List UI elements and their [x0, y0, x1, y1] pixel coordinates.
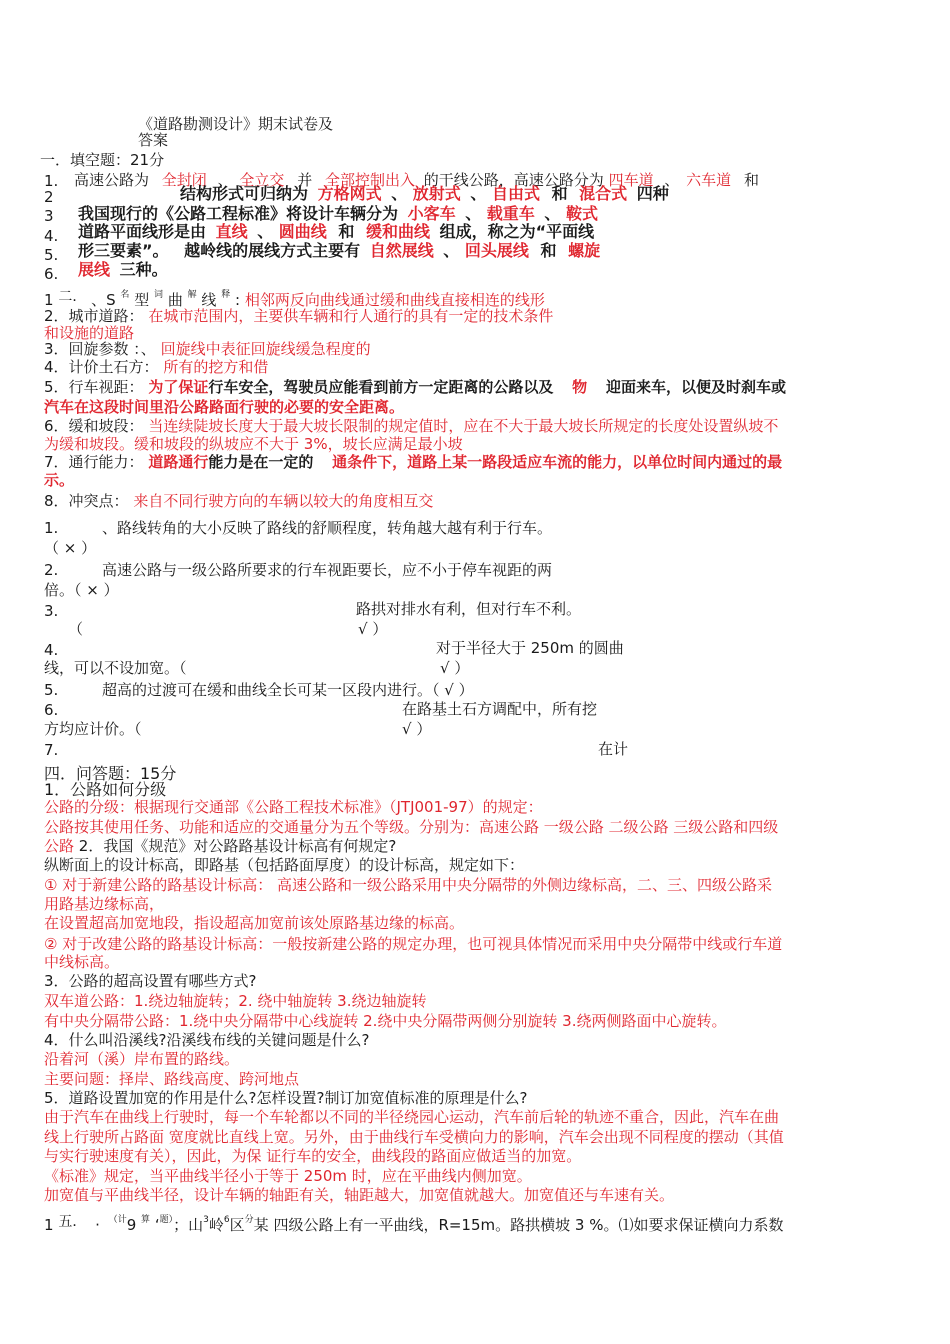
calc-text: 区 — [229, 1216, 245, 1234]
qa-answer-2: ① 对于新建公路的路基设计标高： 高速公路和一级公路采用中央分隔带的外侧边缘标高，二、三、四级公路采 — [44, 876, 772, 894]
section-heading-qa: 四．问答题：15分 — [44, 764, 177, 783]
term-7-label: 7．通行能力： — [44, 453, 144, 471]
fill-q1-answer: 六车道 — [686, 171, 732, 189]
term-1-label: 、S — [91, 291, 116, 309]
judge-5-number: 5. — [44, 681, 59, 699]
qa-question-1: 1．公路如何分级 — [44, 780, 167, 799]
term-1-sup: 释 — [221, 290, 231, 300]
fill-question-4 — [78, 222, 594, 242]
fill-q1-answer: 四车道 — [608, 171, 654, 189]
qa-answer-1-tail — [44, 836, 396, 856]
document-title: 《道路勘测设计》期末试卷及 — [138, 115, 334, 133]
term-4-answer: 所有的挖方和借 — [163, 358, 269, 376]
term-1-answer: 相邻两反向曲线通过缓和曲线直接相连的线形 — [244, 291, 545, 309]
qa-answer-2-intro: 纵断面上的设计标高，即路基（包括路面厚度）的设计标高，规定如下： — [44, 856, 525, 874]
judge-4-text: 对于半径大于 250m 的圆曲 — [436, 639, 624, 657]
term-7-answer: 通条件下，道路上某一路段适应车流的能力，以单位时间内通过的最 — [332, 453, 783, 471]
term-5-label: 5．行车视距： — [44, 378, 144, 396]
fill-q4-text: 和 — [338, 222, 355, 241]
fill-q4-text: 组成，称之为“平面线 — [439, 222, 595, 241]
qa-answer-1: 公路的分级：根据现行交通部《公路工程技术标准》（JTJ001-97）的规定： — [44, 798, 543, 816]
term-1-sup: 词 — [154, 290, 164, 300]
judge-3-text: 路拱对排水有利，但对行车不利。 — [356, 600, 582, 618]
qa-answer-5: 由于汽车在曲线上行驶时，每一个车轮都以不同的半径绕园心运动，汽车前后轮的轨迹不重合，因此，汽车在曲 — [44, 1108, 780, 1126]
fill-q1-text: 和 — [743, 171, 759, 189]
term-5 — [44, 377, 786, 397]
term-1-label: 型 — [134, 291, 150, 309]
qa-answer-1: 公路按其使用任务、功能和适应的交通量分为五个等级。分别为：高速公路 一级公路 二级公路 三级公路和四级 — [44, 818, 779, 836]
term-6-answer-cont: 为缓和坡段。缓和坡段的纵坡应不大于 3%，坡长应满足最小坡 — [44, 435, 463, 453]
fill-q4-sep: 、 — [257, 222, 274, 241]
qa-answer-1: 公路 — [44, 837, 75, 855]
qa-answer-2: 在设置超高加宽地段，指设超高加宽前该处原路基边缘的标高。 — [44, 914, 465, 932]
term-5-answer: 物 — [572, 378, 588, 396]
term-5-answer: 为了保证 — [148, 378, 209, 396]
term-2-answer: 在城市范围内，主要供车辆和行人通行的具有一定的技术条件 — [148, 307, 554, 325]
fill-q4-answer: 直线 — [215, 222, 248, 241]
qa-question-5: 5．道路设置加宽的作用是什么?怎样设置?制订加宽值标准的原理是什么? — [44, 1089, 528, 1107]
fill-q1-sep: 、 — [664, 171, 680, 189]
qa-answer-4: 沿着河（溪）岸布置的路线。 — [44, 1050, 240, 1068]
qa-answer-4: 主要问题：择岸、路线高度、跨河地点 — [44, 1070, 300, 1088]
calc-sup: 算 — [141, 1215, 151, 1225]
fill-q4-answer: 自然展线 — [369, 241, 434, 260]
qa-answer-5: 加宽值与平曲线半径，设计车辆的轴距有关，轴距越大，加宽值就越大。加宽值还与车速有关。 — [44, 1186, 675, 1204]
term-8-answer: 来自不同行驶方向的车辆以较大的角度相互交 — [133, 492, 434, 510]
section-heading-terms: 二． — [58, 289, 87, 305]
qa-question-2: 2．我国《规范》对公路路基设计标高有何规定? — [74, 837, 397, 855]
judge-1-text: 、路线转角的大小反映了路线的舒顺程度，转角越大越有利于行车。 — [102, 519, 553, 537]
fill-q4-answer: 缓和曲线 — [365, 222, 430, 241]
term-2-answer-cont: 和设施的道路 — [44, 324, 135, 340]
calc-text: ；山 — [173, 1216, 204, 1234]
term-7-answer-cont: 示。 — [44, 471, 75, 489]
calc-lead: 1 — [44, 1216, 54, 1234]
fill-q1-answer: 全立交 — [239, 171, 285, 189]
term-8-label: 8．冲突点： — [44, 492, 129, 510]
term-7-answer: 能力是在一定的 — [208, 453, 314, 471]
fill-q2-answer: 混合式 — [579, 184, 628, 203]
term-5-answer: 迎面来车，以便及时刹车或 — [605, 378, 786, 396]
qa-answer-5: 与实行驶速度有关），因此，为保 证行车的安全，曲线段的路面应做适当的加宽。 — [44, 1147, 582, 1165]
calc-sup: 题 — [159, 1215, 169, 1225]
qa-answer-2: 中线标高。 — [44, 953, 120, 971]
calc-sup: ） — [168, 1215, 174, 1225]
fill-q1-text: 高速公路为 — [74, 171, 150, 189]
fill-q2-answer: 自由式 — [491, 184, 540, 203]
calc-sup: 6 — [223, 1215, 230, 1225]
judge-1-answer: （ × ） — [44, 539, 97, 557]
judge-7-text: 在计 — [598, 740, 629, 758]
term-1-sup: 解 — [187, 290, 197, 300]
term-6 — [44, 416, 778, 436]
term-1-colon: : — [235, 291, 241, 309]
fill-q3-text: 我国现行的《公路工程标准》将设计车辆分为 — [78, 204, 399, 223]
judge-2-number: 2. — [44, 561, 59, 579]
fill-q1-text: 并 — [297, 171, 313, 189]
fill-q4-text: 形三要素”。 — [78, 241, 169, 260]
qa-answer-2: ② 对于改建公路的路基设计标高：一般按新建公路的规定办理，也可视具体情况而采用中央分隔带中线或行车道 — [44, 935, 783, 953]
fill-q3-answer: 鞍式 — [565, 204, 598, 223]
question-number: 6. — [44, 265, 59, 283]
judge-6-text-cont: 方均应计价。（ — [44, 720, 142, 738]
judge-2-text-cont: 倍。（ × ） — [44, 581, 119, 599]
judge-3-open: （ — [68, 620, 84, 638]
qa-question-3: 3．公路的超高设置有哪些方式? — [44, 972, 257, 990]
fill-question-4-end — [78, 260, 168, 280]
fill-question-3 — [78, 204, 598, 224]
fill-q4-text: 三种。 — [119, 260, 168, 279]
term-8 — [44, 491, 433, 511]
fill-question-4-cont — [78, 241, 600, 261]
section-heading-calc: 五． — [58, 1214, 87, 1230]
question-number: 3 — [44, 207, 54, 225]
qa-answer-2: 用路基边缘标高， — [44, 895, 165, 913]
calc-text: ‘ — [154, 1216, 160, 1234]
judge-6-text: 在路基土石方调配中，所有挖 — [402, 700, 598, 718]
fill-q1-text: 的干线公路，高速公路分为 — [423, 171, 604, 189]
term-6-answer: 当连续陡坡长度大于最大坡长限制的规定值时，应在不大于最大坡长所规定的长度处设置纵坡不 — [148, 417, 779, 435]
fill-q4-text: 和 — [540, 241, 557, 260]
judge-4-answer: √ ） — [440, 659, 470, 677]
fill-q3-answer: 小客车 — [407, 204, 456, 223]
fill-q4-text: 越岭线的展线方式主要有 — [184, 241, 361, 260]
term-4 — [44, 357, 268, 377]
term-3-label: 3．回旋参数 ：、 — [44, 340, 156, 358]
judge-4-number: 4. — [44, 641, 59, 659]
qa-answer-3: 有中央分隔带公路：1.绕中央分隔带中心线旋转 2.绕中央分隔带两侧分别旋转 3.绕两侧路面中心旋转。 — [44, 1012, 727, 1030]
term-1-label: 线 — [201, 291, 217, 309]
fill-q2-sep: 、 — [470, 184, 487, 203]
fill-q1-sep: 、 — [217, 171, 233, 189]
qa-answer-5: 《标准》规定，当平曲线半径小于等于 250m 时，应在平曲线内侧加宽。 — [44, 1167, 532, 1185]
qa-answer-3: 双车道公路：1.绕边轴旋转；2. 绕中轴旋转 3.绕边轴旋转 — [44, 992, 427, 1010]
qa-question-4: 4．什么叫沿溪线?沿溪线布线的关键问题是什么? — [44, 1031, 370, 1049]
term-1-lead: 1 — [44, 291, 54, 309]
fill-q2-text: 四种 — [636, 184, 669, 203]
fill-q4-answer: 回头展线 — [464, 241, 529, 260]
calc-sup: 3 — [203, 1215, 209, 1225]
calc-sup: 计 — [117, 1215, 127, 1225]
question-number: 4. — [44, 227, 59, 245]
term-5-answer-cont: 汽车在这段时间里沿公路路面行驶的必要的安全距离。 — [44, 398, 405, 416]
term-2-label: 2．城市道路： — [44, 307, 144, 325]
judge-6-number: 6. — [44, 701, 59, 719]
judge-3-answer: √ ） — [358, 620, 388, 638]
judge-4-text-cont: 线，可以不设加宽。（ — [44, 659, 187, 677]
term-3 — [44, 339, 371, 359]
calc-sup: 分 — [244, 1215, 254, 1225]
judge-3-number: 3. — [44, 602, 59, 620]
fill-q4-answer: 螺旋 — [568, 241, 601, 260]
fill-q4-sep: 、 — [443, 241, 460, 260]
term-7 — [44, 452, 782, 472]
calc-sup: （ — [108, 1215, 118, 1225]
fill-q2-sep: 、 — [391, 184, 408, 203]
fill-q1-answer: 全封闭 — [161, 171, 207, 189]
fill-q4-answer: 展线 — [78, 260, 111, 279]
judge-2-text: 高速公路与一级公路所要求的行车视距要长，应不小于停车视距的两 — [102, 561, 553, 579]
fill-question-2 — [180, 184, 669, 204]
fill-q3-sep: 、 — [544, 204, 561, 223]
question-number: 5. — [44, 246, 59, 264]
fill-q2-answer: 放射式 — [412, 184, 461, 203]
judge-1-number: 1. — [44, 519, 59, 537]
qa-answer-5: 线上行驶所占路面 宽度就比直线上宽。另外，由于曲线行车受横向力的影响，汽车会出现不同程度的摆动（其值 — [44, 1128, 784, 1146]
calc-question-1 — [44, 1210, 783, 1235]
term-1-label: 曲 — [167, 291, 183, 309]
calc-dot: · — [95, 1216, 100, 1234]
term-7-answer: 道路通行 — [148, 453, 209, 471]
judge-5-text: 超高的过渡可在缓和曲线全长可某一区段内进行。（ √ ） — [102, 681, 474, 699]
term-1-sup: 名 — [120, 290, 130, 300]
document-title-line2: 答案 — [138, 131, 169, 149]
fill-q2-text: 结构形式可归纳为 — [180, 184, 309, 203]
question-number: 2 — [44, 188, 54, 206]
term-6-label: 6．缓和坡段： — [44, 417, 144, 435]
fill-q1-answer: 全部控制出入 — [324, 171, 415, 189]
fill-q4-answer: 圆曲线 — [278, 222, 327, 241]
fill-q2-text: 和 — [551, 184, 568, 203]
fill-q4-text: 道路平面线形是由 — [78, 222, 207, 241]
calc-text: 某 四级公路上有一平曲线，R=15m。路拱横坡 3 %。⑴如要求保证横向力系数 — [253, 1216, 784, 1234]
calc-text: 岭 — [208, 1216, 224, 1234]
calc-text: 9 — [126, 1216, 137, 1234]
term-3-answer: 回旋线中表征回旋线缓急程度的 — [160, 340, 371, 358]
fill-q3-sep: 、 — [465, 204, 482, 223]
judge-7-number: 7. — [44, 741, 59, 759]
fill-q2-answer: 方格网式 — [317, 184, 382, 203]
fill-q3-answer: 载重车 — [486, 204, 535, 223]
question-number: 1. — [44, 172, 59, 190]
section-heading-fill: 一．填空题：21分 — [40, 151, 165, 169]
judge-6-answer: √ ） — [402, 720, 432, 738]
term-5-answer: 行车安全，驾驶员应能看到前方一定距离的公路以及 — [208, 378, 554, 396]
term-4-label: 4．计价土石方： — [44, 358, 159, 376]
